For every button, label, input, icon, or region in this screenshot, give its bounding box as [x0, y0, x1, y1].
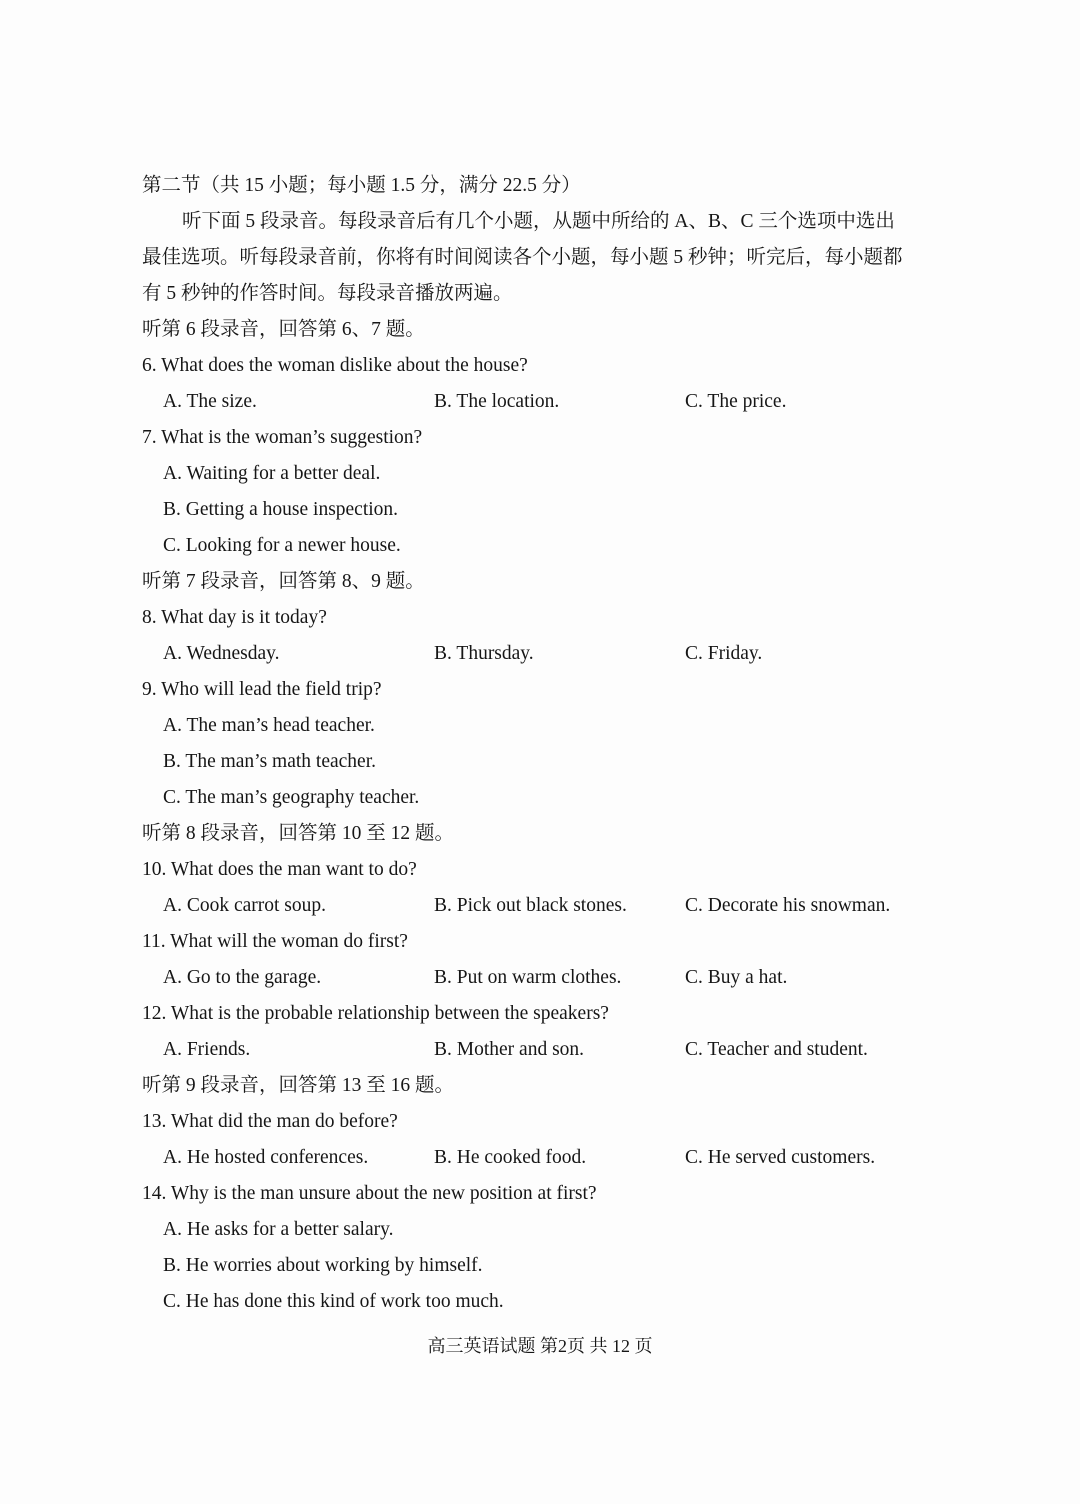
question-10-option-c: C. Decorate his snowman. — [685, 895, 891, 916]
question-7: 7. What is the woman’s suggestion? — [142, 427, 423, 448]
question-8: 8. What day is it today? — [142, 607, 327, 628]
question-11-option-c: C. Buy a hat. — [685, 967, 788, 988]
question-8-options — [142, 636, 962, 672]
question-7-option-c: C. Looking for a newer house. — [163, 535, 401, 556]
question-7-option-a: A. Waiting for a better deal. — [163, 463, 381, 484]
question-10: 10. What does the man want to do? — [142, 859, 417, 880]
group-heading-8: 听第 8 段录音，回答第 10 至 12 题。 — [142, 823, 455, 844]
question-14-option-b: B. He worries about working by himself. — [163, 1255, 483, 1276]
instructions-line-2: 最佳选项。听每段录音前，你将有时间阅读各个小题，每小题 5 秒钟；听完后，每小题都 — [142, 247, 903, 268]
question-9-option-c: C. The man’s geography teacher. — [163, 787, 420, 808]
question-11-options — [142, 960, 962, 996]
question-14-option-c: C. He has done this kind of work too much. — [163, 1291, 504, 1312]
question-10-option-a: A. Cook carrot soup. — [163, 895, 327, 916]
section-title: 第二节（共 15 小题；每小题 1.5 分，满分 22.5 分） — [142, 175, 581, 196]
question-8-option-c: C. Friday. — [685, 643, 763, 664]
question-9-option-a: A. The man’s head teacher. — [163, 715, 375, 736]
question-14-option-a: A. He asks for a better salary. — [163, 1219, 394, 1240]
question-10-options — [142, 888, 962, 924]
question-12-option-c: C. Teacher and student. — [685, 1039, 868, 1060]
question-14: 14. Why is the man unsure about the new position at first? — [142, 1183, 597, 1204]
group-heading-7: 听第 7 段录音，回答第 8、9 题。 — [142, 571, 425, 592]
question-8-option-a: A. Wednesday. — [163, 643, 280, 664]
question-11-option-a: A. Go to the garage. — [163, 967, 322, 988]
question-12-option-b: B. Mother and son. — [434, 1039, 585, 1060]
question-9: 9. Who will lead the field trip? — [142, 679, 382, 700]
question-13-option-b: B. He cooked food. — [434, 1147, 587, 1168]
question-13-option-a: A. He hosted conferences. — [163, 1147, 369, 1168]
question-6: 6. What does the woman dislike about the house? — [142, 355, 528, 376]
page-footer: 高三英语试题 第2页 共 12 页 — [427, 1336, 653, 1356]
question-13-option-c: C. He served customers. — [685, 1147, 876, 1168]
question-8-option-b: B. Thursday. — [434, 643, 534, 664]
question-12-option-a: A. Friends. — [163, 1039, 251, 1060]
question-12: 12. What is the probable relationship between the speakers? — [142, 1003, 609, 1024]
question-12-options — [142, 1032, 962, 1068]
instructions-line-1: 听下面 5 段录音。每段录音后有几个小题，从题中所给的 A、B、C 三个选项中选出 — [182, 211, 895, 232]
question-6-options — [142, 384, 962, 420]
group-heading-6: 听第 6 段录音，回答第 6、7 题。 — [142, 319, 425, 340]
question-6-option-b: B. The location. — [434, 391, 560, 412]
question-11-option-b: B. Put on warm clothes. — [434, 967, 622, 988]
section-content — [142, 168, 962, 1320]
question-7-option-b: B. Getting a house inspection. — [163, 499, 399, 520]
question-13-options — [142, 1140, 962, 1176]
group-heading-9: 听第 9 段录音，回答第 13 至 16 题。 — [142, 1075, 455, 1096]
question-10-option-b: B. Pick out black stones. — [434, 895, 627, 916]
question-6-option-c: C. The price. — [685, 391, 787, 412]
question-9-option-b: B. The man’s math teacher. — [163, 751, 376, 772]
question-11: 11. What will the woman do first? — [142, 931, 408, 952]
instructions-line-3: 有 5 秒钟的作答时间。每段录音播放两遍。 — [142, 283, 513, 304]
question-6-option-a: A. The size. — [163, 391, 257, 412]
question-13: 13. What did the man do before? — [142, 1111, 398, 1132]
